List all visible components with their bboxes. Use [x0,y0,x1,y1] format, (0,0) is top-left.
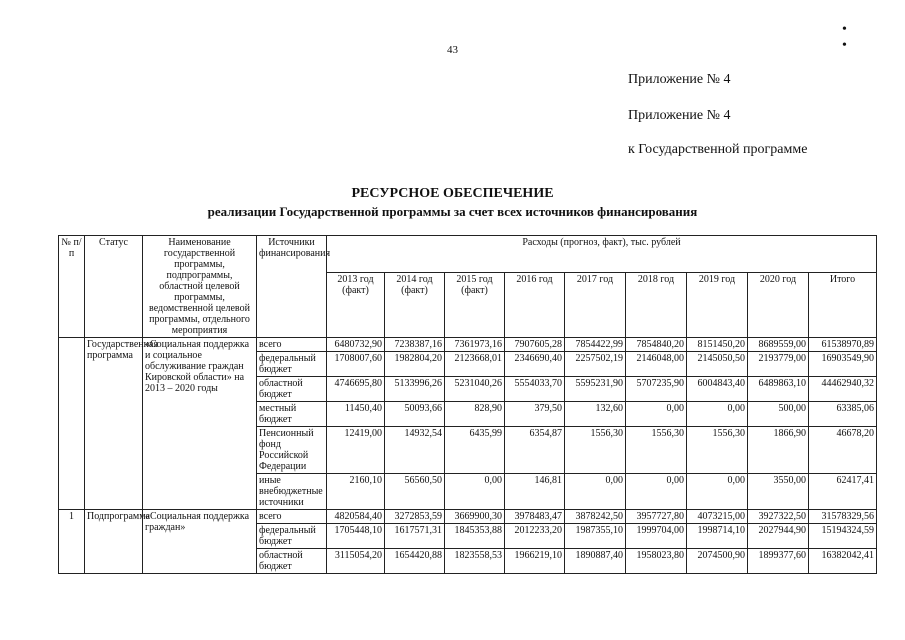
value-cell: 0,00 [565,474,626,510]
value-cell: 12419,00 [327,427,385,474]
appendix-label-1: Приложение № 4 [628,72,731,87]
resource-table [58,235,877,574]
value-cell: 16382042,41 [809,549,877,574]
header-year: 2014 год (факт) [385,272,445,337]
value-cell: 6004843,40 [687,377,748,402]
value-cell: 7361973,16 [445,338,505,352]
value-cell: 31578329,56 [809,510,877,524]
table-row [59,338,877,352]
header-status: Статус [85,236,143,338]
header-name: Наименование государственной программы, подпрограммы, областной целевой программы, ведомственной целевой программы, отдельного мероприятия [143,236,257,338]
value-cell: 2257502,19 [565,352,626,377]
row-number [59,338,85,510]
row-source: Пенсионный фонд Российской Федерации [257,427,327,474]
value-cell: 6435,99 [445,427,505,474]
header-year: 2013 год (факт) [327,272,385,337]
value-cell: 3669900,30 [445,510,505,524]
value-cell: 6480732,90 [327,338,385,352]
header-source: Источники финансирования [257,236,327,338]
value-cell: 56560,50 [385,474,445,510]
header-year: 2017 год [565,272,626,337]
value-cell: 1705448,10 [327,524,385,549]
value-cell: 379,50 [505,402,565,427]
value-cell: 3115054,20 [327,549,385,574]
value-cell: 1617571,31 [385,524,445,549]
value-cell: 44462940,32 [809,377,877,402]
page-number: 43 [447,44,458,56]
header-year: 2018 год [626,272,687,337]
row-source: иные внебюджетные источники [257,474,327,510]
value-cell: 1998714,10 [687,524,748,549]
value-cell: 1966219,10 [505,549,565,574]
value-cell: 63385,06 [809,402,877,427]
value-cell: 1556,30 [565,427,626,474]
value-cell: 1556,30 [626,427,687,474]
row-number: 1 [59,510,85,574]
header-year: Итого [809,272,877,337]
value-cell: 0,00 [626,402,687,427]
value-cell: 2193779,00 [748,352,809,377]
value-cell: 1987355,10 [565,524,626,549]
value-cell: 828,90 [445,402,505,427]
value-cell: 2145050,50 [687,352,748,377]
value-cell: 3272853,59 [385,510,445,524]
value-cell: 1890887,40 [565,549,626,574]
value-cell: 1708007,60 [327,352,385,377]
row-source: федеральный бюджет [257,524,327,549]
value-cell: 2123668,01 [445,352,505,377]
row-source: федеральный бюджет [257,352,327,377]
value-cell: 1982804,20 [385,352,445,377]
value-cell: 5595231,90 [565,377,626,402]
header-year: 2019 год [687,272,748,337]
value-cell: 61538970,89 [809,338,877,352]
table-row [59,510,877,524]
value-cell: 6354,87 [505,427,565,474]
value-cell: 62417,41 [809,474,877,510]
row-name: «Социальная поддержка и социальное обслуживание граждан Кировской области» на 2013 – 2020 годы [143,338,257,510]
value-cell: 1556,30 [687,427,748,474]
value-cell: 1999704,00 [626,524,687,549]
value-cell: 46678,20 [809,427,877,474]
value-cell: 7907605,28 [505,338,565,352]
header-year: 2015 год (факт) [445,272,505,337]
value-cell: 2160,10 [327,474,385,510]
value-cell: 1866,90 [748,427,809,474]
value-cell: 8151450,20 [687,338,748,352]
value-cell: 3550,00 [748,474,809,510]
value-cell: 3878242,50 [565,510,626,524]
header-year: 2016 год [505,272,565,337]
row-status: Подпрограмма [85,510,143,574]
value-cell: 4746695,80 [327,377,385,402]
row-source: всего [257,510,327,524]
value-cell: 8689559,00 [748,338,809,352]
value-cell: 11450,40 [327,402,385,427]
row-source: местный бюджет [257,402,327,427]
value-cell: 132,60 [565,402,626,427]
value-cell: 4073215,00 [687,510,748,524]
value-cell: 500,00 [748,402,809,427]
value-cell: 3957727,80 [626,510,687,524]
appendix-label-2: Приложение № 4 [628,108,731,123]
value-cell: 16903549,90 [809,352,877,377]
value-cell: 146,81 [505,474,565,510]
value-cell: 0,00 [626,474,687,510]
appendix-reference: к Государственной программе [628,142,808,157]
value-cell: 6489863,10 [748,377,809,402]
value-cell: 7238387,16 [385,338,445,352]
header-expenses: Расходы (прогноз, факт), тыс. рублей [327,236,877,273]
value-cell: 2074500,90 [687,549,748,574]
document-title: РЕСУРСНОЕ ОБЕСПЕЧЕНИЕ [351,186,554,201]
value-cell: 1845353,88 [445,524,505,549]
row-name: «Социальная поддержка граждан» [143,510,257,574]
value-cell: 50093,66 [385,402,445,427]
row-status: Государственная программа [85,338,143,510]
value-cell: 1823558,53 [445,549,505,574]
value-cell: 2012233,20 [505,524,565,549]
value-cell: 3978483,47 [505,510,565,524]
value-cell: 2146048,00 [626,352,687,377]
value-cell: 1654420,88 [385,549,445,574]
value-cell: 5133996,26 [385,377,445,402]
header-no: № п/п [59,236,85,338]
row-source: областной бюджет [257,377,327,402]
value-cell: 2027944,90 [748,524,809,549]
value-cell: 14932,54 [385,427,445,474]
value-cell: 0,00 [687,474,748,510]
row-source: областной бюджет [257,549,327,574]
value-cell: 7854840,20 [626,338,687,352]
value-cell: 7854422,99 [565,338,626,352]
value-cell: 5231040,26 [445,377,505,402]
value-cell: 15194324,59 [809,524,877,549]
value-cell: 1899377,60 [748,549,809,574]
value-cell: 5707235,90 [626,377,687,402]
value-cell: 3927322,50 [748,510,809,524]
row-source: всего [257,338,327,352]
header-year: 2020 год [748,272,809,337]
value-cell: 0,00 [687,402,748,427]
value-cell: 5554033,70 [505,377,565,402]
value-cell: 2346690,40 [505,352,565,377]
value-cell: 0,00 [445,474,505,510]
document-subtitle: реализации Государственной программы за счет всех источников финансирования [207,204,698,219]
corner-marks: • • [842,22,869,53]
value-cell: 1958023,80 [626,549,687,574]
value-cell: 4820584,40 [327,510,385,524]
